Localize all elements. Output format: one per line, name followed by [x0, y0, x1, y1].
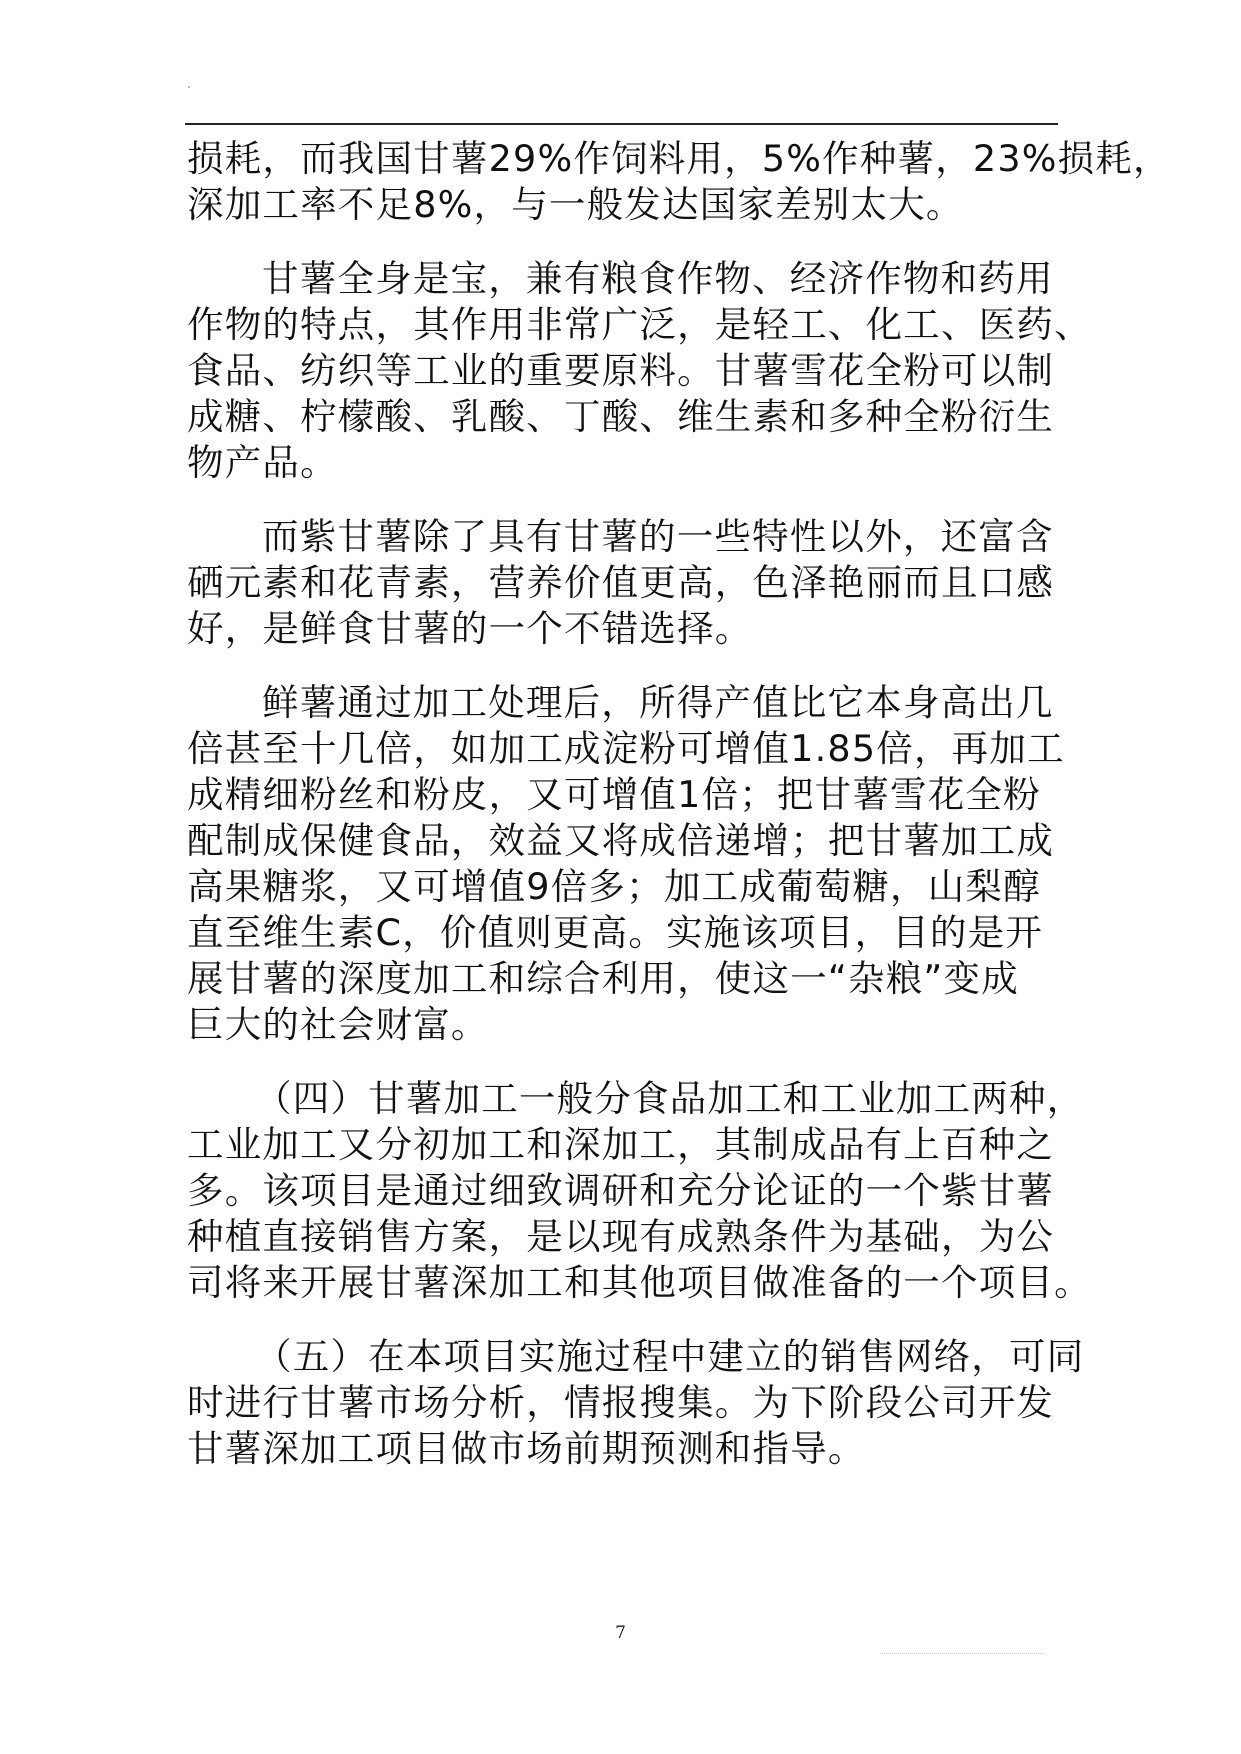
text-line: 倍甚至十几倍，如加工成淀粉可增值1.85倍，再加工 — [187, 727, 1065, 770]
text-line: 多。该项目是通过细致调研和充分论证的一个紫甘薯 — [187, 1169, 1055, 1212]
text-line: 鲜薯通过加工处理后，所得产值比它本身高出几 — [262, 681, 1054, 724]
text-line: 高果糖浆，又可增值9倍多；加工成葡萄糖，山梨醇 — [187, 865, 1041, 908]
footer-dotted-rule — [880, 1653, 1043, 1654]
paragraph-6 — [187, 1334, 1085, 1472]
text-line: 硒元素和花青素，营养价值更高，色泽艳丽而且口感 — [187, 561, 1055, 604]
text-line: 巨大的社会财富。 — [187, 1003, 489, 1046]
text-line: 种植直接销售方案，是以现有成熟条件为基础，为公 — [187, 1215, 1055, 1258]
text-line: 好，是鲜食甘薯的一个不错选择。 — [187, 607, 753, 650]
header-rule — [185, 123, 1058, 125]
text-line: 司将来开展甘薯深加工和其他项目做准备的一个项目。 — [187, 1261, 1092, 1304]
text-line: 损耗，而我国甘薯29%作饲料用，5%作种薯，23%损耗， — [187, 137, 1171, 180]
paragraph-2 — [187, 256, 1092, 486]
text-line: （五）在本项目实施过程中建立的销售网络，可同 — [255, 1335, 1085, 1378]
text-line: 工业加工又分初加工和深加工，其制成品有上百种之 — [187, 1123, 1055, 1166]
text-line: 配制成保健食品，效益又将成倍递增；把甘薯加工成 — [187, 819, 1055, 862]
text-line: 成糖、柠檬酸、乳酸、丁酸、维生素和多种全粉衍生 — [187, 395, 1055, 438]
text-line: 成精细粉丝和粉皮，又可增值1倍；把甘薯雪花全粉 — [187, 773, 1041, 816]
document-body — [187, 136, 1171, 1472]
text-line: 甘薯全身是宝，兼有粮食作物、经济作物和药用 — [262, 257, 1054, 300]
text-line: （四）甘薯加工一般分食品加工和工业加工两种， — [255, 1077, 1085, 1120]
text-line: 甘薯深加工项目做市场前期预测和指导。 — [187, 1427, 866, 1470]
page-number: 7 — [615, 1623, 626, 1643]
paragraph-1 — [187, 136, 1171, 228]
text-line: 深加工率不足8%，与一般发达国家差别太大。 — [187, 183, 964, 226]
text-line: 展甘薯的深度加工和综合利用，使这一“杂粮”变成 — [187, 957, 1019, 1000]
text-line: 作物的特点，其作用非常广泛，是轻工、化工、医药、 — [187, 303, 1092, 346]
paragraph-4 — [187, 680, 1067, 1048]
text-line: 而紫甘薯除了具有甘薯的一些特性以外，还富含 — [262, 515, 1054, 558]
text-line: 食品、纺织等工业的重要原料。甘薯雪花全粉可以制 — [187, 349, 1055, 392]
paragraph-5 — [187, 1076, 1092, 1306]
text-line: 直至维生素C，价值则更高。实施该项目，目的是开 — [187, 911, 1044, 954]
page-corner-mark — [188, 86, 190, 88]
text-line: 时进行甘薯市场分析，情报搜集。为下阶段公司开发 — [187, 1381, 1055, 1424]
paragraph-3 — [187, 514, 1067, 652]
text-line: 物产品。 — [187, 441, 338, 484]
